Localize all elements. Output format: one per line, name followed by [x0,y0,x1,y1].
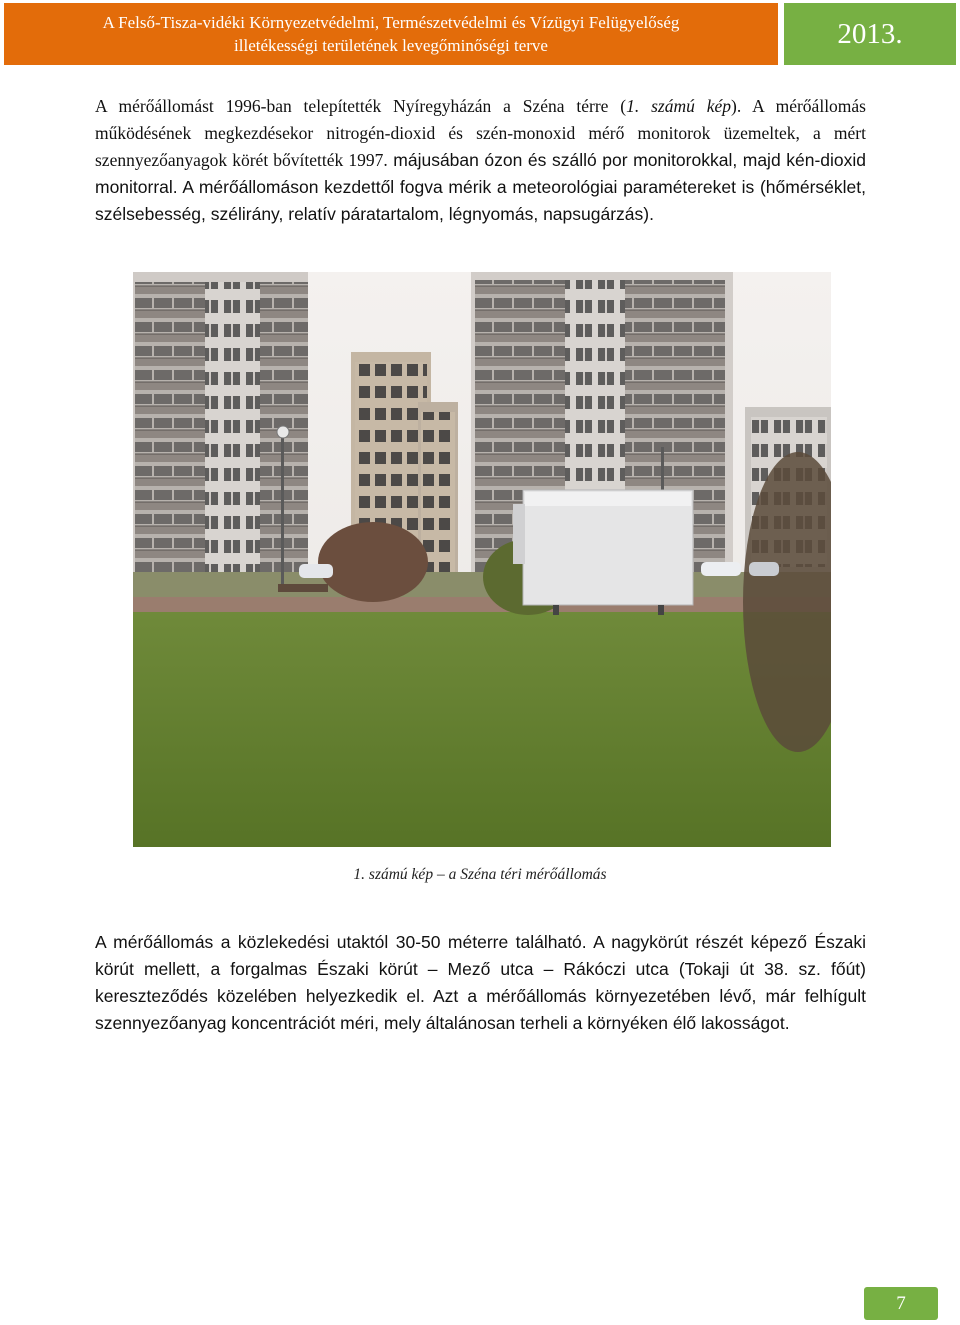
paragraph-intro-part-b: ). A mérőállomás működésének megkezdésekor nitrogén-dioxid és szén-monoxid mérő monitorok üzemeltek, a mért szennyezőanyagok körét bővítették 1997. [95,96,866,170]
header-title-block [4,3,778,65]
station-photo-illustration [133,272,831,847]
paragraph-location: A mérőállomás a közlekedési utaktól 30-50 méterre található. A nagykörút részét képező Északi körút mellett, a forgalmas Északi körút – Mező utca – Rákóczi utca (Tokaji út 38. sz. főút) kereszteződés közelében helyezkedik el. Azt a mérőállomás környezetében lévő, már felhígult szennyezőanyag koncentrációt méri, mely általánosan terheli a környéken élő lakosságot. [95,932,866,1033]
paragraph-intro [95,93,866,228]
page-header [4,3,956,65]
header-title-line2: illetékességi területének levegőminőségi terve [234,36,548,55]
figure-caption: 1. számú kép – a Széna téri mérőállomás [353,866,607,883]
header-title-line1: A Felső-Tisza-vidéki Környezetvédelmi, Természetvédelmi és Vízügyi Felügyelőség [102,13,680,32]
paragraph-intro-part-c: májusában ózon és szálló por monitorokkal, majd kén-dioxid monitorral. A mérőállomáson kezdettől fogva mérik a meteorológiai paramétereket is (hőmérséklet, szélsebesség, szélirány, relatív páratartalom, légnyomás, napsugárzás). [95,150,866,224]
page-number: 7 [864,1287,938,1320]
paragraph-intro-part-a: A mérőállomást 1996-ban telepítették Nyíregyházán a Széna térre ( [95,96,627,116]
figure-reference: 1. számú kép [626,96,731,116]
header-year: 2013. [784,3,956,65]
station-photo [133,272,831,847]
